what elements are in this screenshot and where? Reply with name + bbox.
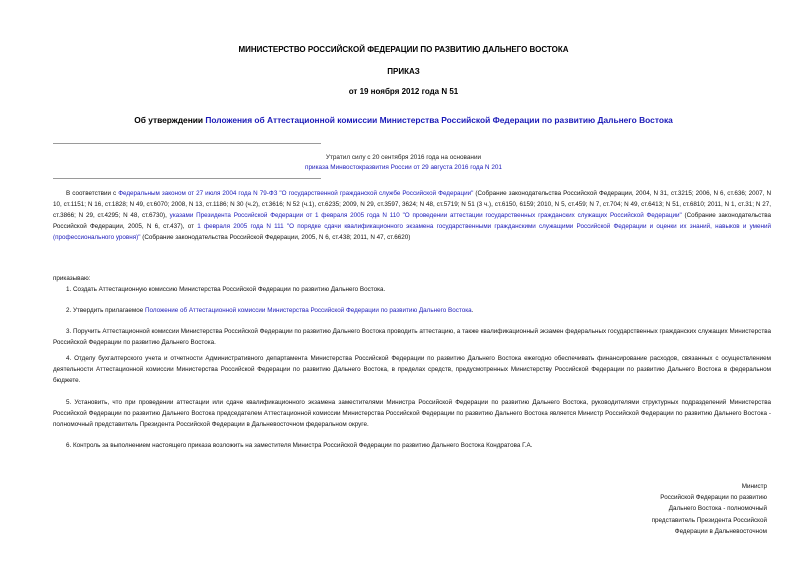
- item-1: 1. Создать Аттестационную комиссию Министерства Российской Федерации по развитию Дальнего Востока.: [66, 286, 386, 293]
- preamble-text-2: (Собрание законодательства Российской Федерации, 2004, N 31, ст.3215; 2006, N 6, ст.636; 2007, N 10, ст.1151; N 16, ст.1828; N 49, ст.6070; 2008, N 13, ст.1186; N 30 (ч.2), ст.3616; N 52 (ч.1), ст.6235; 2009, N 29, ст.3597, 3624; N 48, ст.5719; N 51 (3 ч.), ст.6150, 6159; 2010, N 5, ст.459; N 7, ст.704; N 49, ст.6413; N 51, ст.6810; 2011, N 1, ст.31; N 27, ст.3866; N 29, ст.4295; N 48, ст.6730),: [53, 190, 771, 219]
- bottom-divider: [53, 178, 321, 179]
- item-2-prefix: 2. Утвердить прилагаемое: [66, 307, 145, 314]
- order-word: приказываю:: [53, 275, 91, 282]
- preamble-text-4: (Собрание законодательства Российской Федерации, 2005, N 6, ст.438; 2011, N 47, ст.6620): [140, 234, 411, 241]
- item-3: 3. Поручить Аттестационной комиссии Министерства Российской Федерации по развитию Дальнего Востока проводить аттестацию, а также квалификационный экзамен федеральных государственных гражданских служащих Министерства Российской Федерации по развитию Дальнего Востока.: [53, 328, 771, 346]
- decree-110-link[interactable]: указами Президента Российской Федерации от 1 февраля 2005 года N 110 "О проведении аттестации государственных гражданских служащих Российской Федерации": [169, 212, 682, 219]
- signature-line-5: Федерации в Дальневосточном: [674, 527, 767, 535]
- doc-type-heading: ПРИКАЗ: [387, 67, 420, 76]
- signature-line-2: Российской Федерации по развитию: [660, 494, 767, 502]
- document-title: [0, 115, 807, 126]
- decree-111-link[interactable]: 1 февраля 2005 года N 111 "О порядке сдачи квалификационного экзамена государственными гражданскими служащими Российской Федерации и оценки их знаний, навыков и умений (профессионального уровня)": [53, 223, 771, 241]
- preamble-paragraph: [53, 188, 771, 243]
- date-number-heading: от 19 ноября 2012 года N 51: [348, 87, 459, 96]
- ministry-heading: МИНИСТЕРСТВО РОССИЙСКОЙ ФЕДЕРАЦИИ ПО РАЗВИТИЮ ДАЛЬНЕГО ВОСТОКА: [238, 45, 569, 54]
- item-2-suffix: .: [471, 307, 474, 314]
- item-6: 6. Контроль за выполнением настоящего приказа возложить на заместителя Министра Российской Федерации по развитию Дальнего Востока Кондратова Г.А.: [66, 442, 533, 449]
- title-prefix: Об утверждении: [134, 115, 206, 125]
- signature-block: [567, 481, 767, 537]
- title-link[interactable]: Положения об Аттестационной комиссии Министерства Российской Федерации по развитию Дальнего Востока: [205, 115, 673, 125]
- signature-line-3: Дальнего Востока - полномочный: [668, 505, 767, 513]
- item-2: [53, 305, 771, 316]
- status-note-line1: Утратил силу с 20 сентября 2016 года на основании: [325, 154, 482, 161]
- federal-law-link[interactable]: Федеральным законом от 27 июля 2004 года N 79-ФЗ "О государственной гражданской службе Российской Федерации": [118, 190, 474, 197]
- item-5: 5. Установить, что при проведении аттестации или сдаче квалификационного экзамена заместителями Министра Российской Федерации по развитию Дальнего Востока, руководителями структурных подразделений Министерства Российской Федерации по развитию Дальнего Востока председателем Аттестационной комиссии Министерства Российской Федерации по развитию Дальнего Востока является Министр Российской Федерации по развитию Дальнего Востока - полномочный представитель Президента Российской Федерации в Дальневосточном федеральном округе.: [53, 399, 771, 428]
- top-divider: [53, 143, 321, 144]
- preamble-text-3: (Собрание законодательства Российской Федерации, 2005, N 6, ст.437), от: [53, 212, 771, 230]
- item-4: 4. Отделу бухгалтерского учета и отчетности Административного департамента Министерства Российской Федерации по развитию Дальнего Востока ежегодно обеспечивать финансирование расходов, связанных с осуществлением деятельности Аттестационной комиссии Министерства Российской Федерации по развитию Дальнего Востока, в пределах средств, предусмотренных Министерству Российской Федерации по развитию Дальнего Востока в федеральном бюджете.: [53, 355, 771, 384]
- regulation-link[interactable]: Положение об Аттестационной комиссии Министерства Российской Федерации по развитию Дальнего Востока: [144, 307, 472, 314]
- signature-line-4: представитель Президента Российской: [651, 516, 767, 524]
- preamble-text-1: В соответствии с: [66, 190, 119, 197]
- status-note-link[interactable]: приказа Минвостокразвития России от 29 августа 2016 года N 201: [305, 164, 502, 171]
- status-note-line2: [0, 163, 807, 173]
- signature-line-1: Министр: [741, 483, 767, 490]
